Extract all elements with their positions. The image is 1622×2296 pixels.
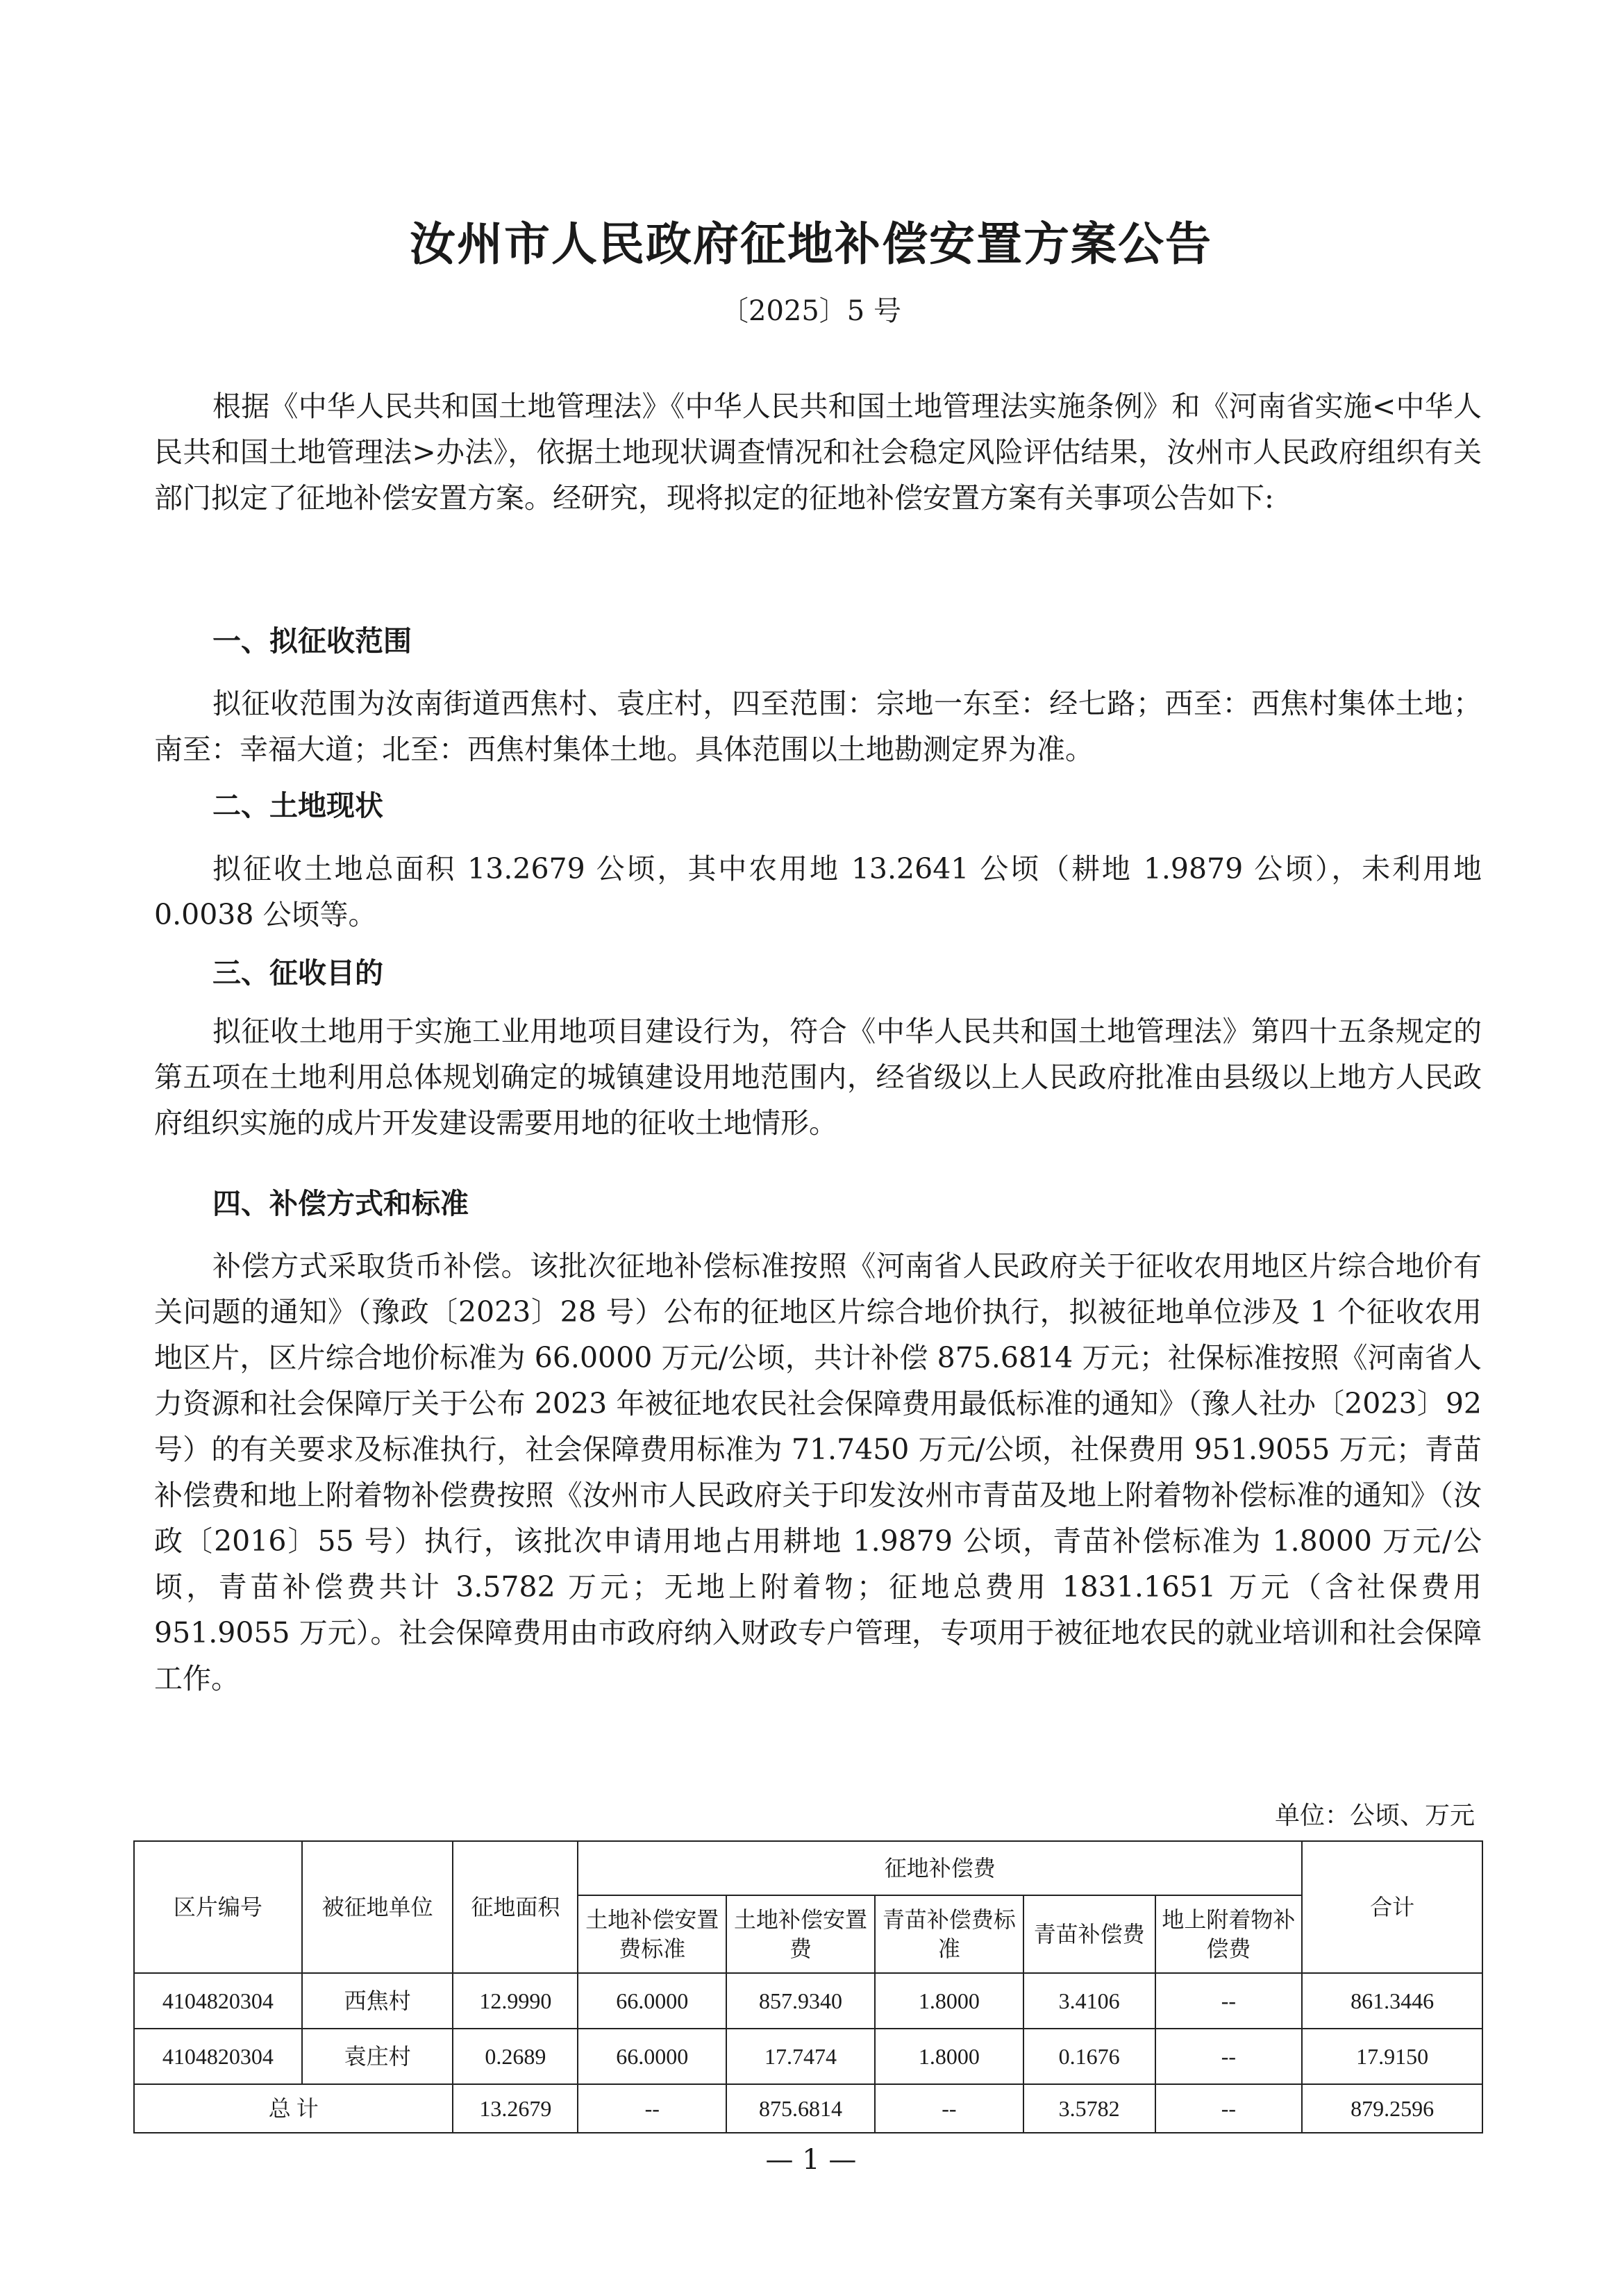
table-header-row bbox=[134, 1841, 1482, 1895]
sum-area: 13.2679 bbox=[453, 2084, 578, 2133]
sum-label: 总 计 bbox=[134, 2084, 453, 2133]
section-body-purpose: 拟征收土地用于实施工业用地项目建设行为，符合《中华人民共和国土地管理法》第四十五条规定的第五项在土地利用总体规划确定的城镇建设用地范围内，经省级以上人民政府批准由县级以上地方人民政府组织实施的成片开发建设需要用地的征收土地情形。 bbox=[154, 1015, 1482, 1140]
table-sum-row bbox=[134, 2084, 1482, 2133]
header-land-fee: 土地补偿安置费 bbox=[726, 1895, 875, 1973]
cell-area: 12.9990 bbox=[453, 1973, 578, 2029]
sum-crop-standard: -- bbox=[875, 2084, 1023, 2133]
cell-unit: 袁庄村 bbox=[302, 2029, 453, 2084]
header-crop-standard: 青苗补偿费标准 bbox=[875, 1895, 1023, 1973]
section-body-compensation: 补偿方式采取货币补偿。该批次征地补偿标准按照《河南省人民政府关于征收农用地区片综合地价有关问题的通知》（豫政〔2023〕28 号）公布的征地区片综合地价执行，拟被征地单位涉及 1 个征收农用地区片，区片综合地价标准为 66.0000 万元/公顷，共计补偿 875.6814 万元；社保标准按照《河南省人力资源和社会保障厅关于公布 2023 年被征地农民社会保障费用最低标准的通知》（豫人社办〔2023〕92 号）的有关要求及标准执行，社会保障费用标准为 71.7450 万元/公顷，社保费用 951.9055 万元；青苗补偿费和地上附着物补偿费按照《汝州市人民政府关于印发汝州市青苗及地上附着物补偿标准的通知》（汝政〔2016〕55 号）执行，该批次申请用地占用耕地 1.9879 公顷，青苗补偿标准为 1.8000 万元/公顷，青苗补偿费共计 3.5782 万元；无地上附着物；征地总费用 1831.1651 万元（含社保费用 951.9055 万元）。社会保障费用由市政府纳入财政专户管理，专项用于被征地农民的就业培训和社会保障工作。 bbox=[154, 1249, 1482, 1695]
header-land-area: 征地面积 bbox=[453, 1841, 578, 1973]
section-heading-purpose: 三、征收目的 bbox=[212, 956, 383, 990]
sum-land-fee: 875.6814 bbox=[726, 2084, 875, 2133]
cell-crop-fee: 3.4106 bbox=[1023, 1973, 1155, 2029]
cell-land-fee: 17.7474 bbox=[726, 2029, 875, 2084]
cell-area: 0.2689 bbox=[453, 2029, 578, 2084]
document-number: 〔2025〕5 号 bbox=[721, 295, 901, 327]
page-number: — 1 — bbox=[765, 2144, 857, 2176]
intro-paragraph: 根据《中华人民共和国土地管理法》《中华人民共和国土地管理法实施条例》和《河南省实施<中华人民共和国土地管理法>办法》，依据土地现状调查情况和社会稳定风险评估结果，汝州市人民政府组织有关部门拟定了征地补偿安置方案。经研究，现将拟定的征地补偿安置方案有关事项公告如下: bbox=[154, 390, 1482, 515]
header-total: 合计 bbox=[1302, 1841, 1482, 1973]
cell-land-standard: 66.0000 bbox=[578, 2029, 726, 2084]
section-body-status: 拟征收土地总面积 13.2679 公顷，其中农用地 13.2641 公顷（耕地 1.9879 公顷），未利用地 0.0038 公顷等。 bbox=[154, 852, 1482, 931]
cell-crop-fee: 0.1676 bbox=[1023, 2029, 1155, 2084]
cell-attachment-fee: -- bbox=[1155, 2029, 1303, 2084]
cell-crop-standard: 1.8000 bbox=[875, 1973, 1023, 2029]
header-unit: 被征地单位 bbox=[302, 1841, 453, 1973]
unit-label: 单位：公顷、万元 bbox=[1274, 1802, 1475, 1830]
section-body-scope: 拟征收范围为汝南街道西焦村、袁庄村，四至范围：宗地一东至：经七路；西至：西焦村集体土地；南至：幸福大道；北至：西焦村集体土地。具体范围以土地勘测定界为准。 bbox=[154, 687, 1482, 766]
header-attachment-fee: 地上附着物补偿费 bbox=[1155, 1895, 1303, 1973]
section-heading-status: 二、土地现状 bbox=[212, 789, 383, 822]
sum-crop-fee: 3.5782 bbox=[1023, 2084, 1155, 2133]
cell-code: 4104820304 bbox=[134, 2029, 302, 2084]
cell-code: 4104820304 bbox=[134, 1973, 302, 2029]
section-heading-scope: 一、拟征收范围 bbox=[212, 624, 412, 658]
table-row bbox=[134, 2029, 1482, 2084]
cell-attachment-fee: -- bbox=[1155, 1973, 1303, 2029]
cell-land-fee: 857.9340 bbox=[726, 1973, 875, 2029]
table-row bbox=[134, 1973, 1482, 2029]
header-compensation-group: 征地补偿费 bbox=[578, 1841, 1302, 1895]
cell-unit: 西焦村 bbox=[302, 1973, 453, 2029]
cell-crop-standard: 1.8000 bbox=[875, 2029, 1023, 2084]
cell-total: 861.3446 bbox=[1302, 1973, 1482, 2029]
header-crop-fee: 青苗补偿费 bbox=[1023, 1895, 1155, 1973]
header-land-standard: 土地补偿安置费标准 bbox=[578, 1895, 726, 1973]
header-area-code: 区片编号 bbox=[134, 1841, 302, 1973]
sum-total: 879.2596 bbox=[1302, 2084, 1482, 2133]
compensation-table bbox=[133, 1840, 1483, 2133]
sum-attachment-fee: -- bbox=[1155, 2084, 1303, 2133]
cell-land-standard: 66.0000 bbox=[578, 1973, 726, 2029]
cell-total: 17.9150 bbox=[1302, 2029, 1482, 2084]
section-heading-compensation: 四、补偿方式和标准 bbox=[212, 1187, 469, 1220]
sum-land-standard: -- bbox=[578, 2084, 726, 2133]
page-title: 汝州市人民政府征地补偿安置方案公告 bbox=[410, 217, 1212, 271]
